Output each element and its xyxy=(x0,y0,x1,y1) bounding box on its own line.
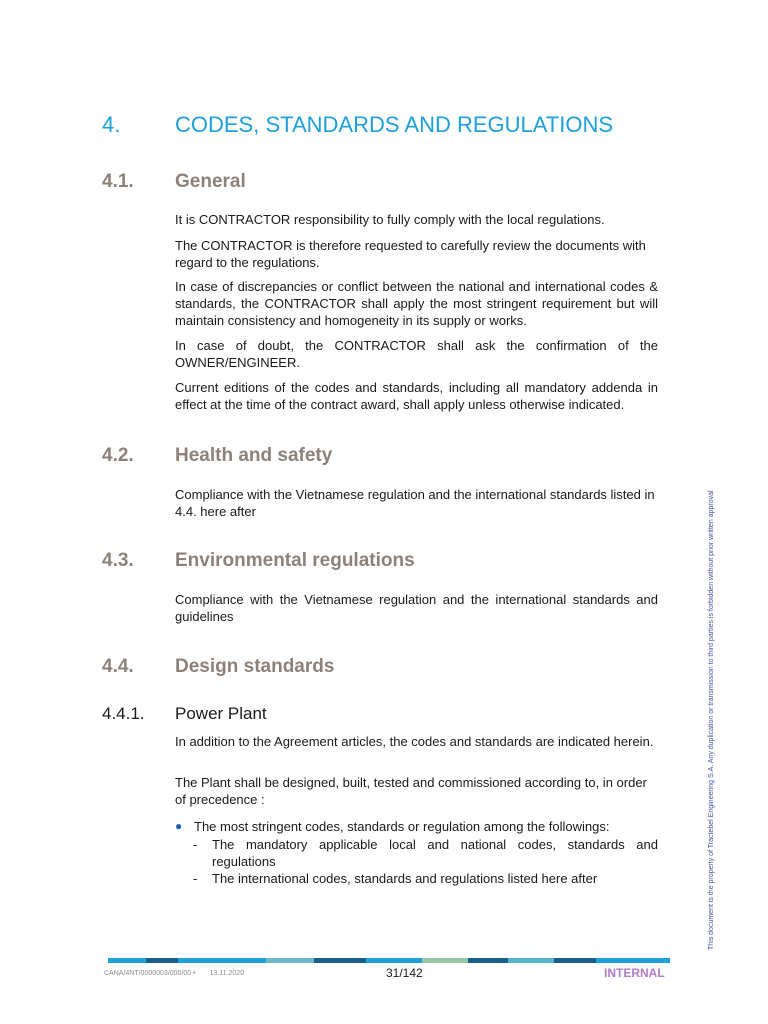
footer-bar-segment xyxy=(108,958,146,963)
paragraph: Compliance with the Vietnamese regulation and the international standards listed in 4.4. here after xyxy=(175,487,655,519)
subsection-title: General xyxy=(175,171,246,192)
section-number: 4. xyxy=(102,112,121,137)
footer-bar-segment xyxy=(596,958,670,963)
footer-bar-segment xyxy=(508,958,554,963)
paragraph: In case of doubt, the CONTRACTOR shall ask the confirmation of the OWNER/ENGINEER. xyxy=(175,338,658,370)
footer-color-bar xyxy=(108,958,670,963)
subsection-title: Health and safety xyxy=(175,445,333,466)
subsubsection-title: Power Plant xyxy=(175,704,267,723)
paragraph: Current editions of the codes and standards, including all mandatory addenda in effect at the time of the contract award, shall apply unless otherwise indicated. xyxy=(175,380,658,412)
paragraph: In case of discrepancies or conflict between the national and international codes & standards, the CONTRACTOR shall apply the most stringent requirement but will maintain consistency and homogeneity in its supply or works. xyxy=(175,279,658,328)
footer-bar-segment xyxy=(468,958,508,963)
bullet-icon: ● xyxy=(175,819,183,833)
paragraph: In addition to the Agreement articles, the codes and standards are indicated herein. xyxy=(175,734,654,749)
footer-bar-segment xyxy=(314,958,366,963)
footer-date: 13.11.2020 xyxy=(209,970,245,977)
footer-doc-ref: CANA/4NT/0000003/000/00 • xyxy=(104,970,196,977)
subsubsection-number: 4.4.1. xyxy=(102,704,145,723)
sub-list-item-text: The mandatory applicable local and national codes, standards and regulations xyxy=(212,837,658,869)
section-title: CODES, STANDARDS AND REGULATIONS xyxy=(175,112,614,137)
footer-bar-segment xyxy=(422,958,468,963)
classification-label: INTERNAL xyxy=(604,966,665,980)
subsection-title: Environmental regulations xyxy=(175,550,415,571)
subsection-number: 4.3. xyxy=(102,550,134,571)
footer-doc-info xyxy=(104,970,244,977)
sub-list-item-text: The international codes, standards and regulations listed here after xyxy=(212,871,598,886)
page-number: 31/142 xyxy=(386,966,423,980)
subsection-number: 4.1. xyxy=(102,171,134,192)
subsection-number: 4.4. xyxy=(102,656,134,677)
footer-bar-segment xyxy=(366,958,422,963)
subsection-number: 4.2. xyxy=(102,445,134,466)
list-item-text: The most stringent codes, standards or regulation among the followings: xyxy=(194,819,610,834)
dash-icon: - xyxy=(193,837,198,852)
confidentiality-note: This document is the property of Tractebel Engineering S.A. Any duplication or transmission to third parties is forbidden without prior written approval xyxy=(708,490,715,950)
paragraph: The Plant shall be designed, built, tested and commissioned according to, in order of precedence : xyxy=(175,775,647,807)
paragraph: It is CONTRACTOR responsibility to fully comply with the local regulations. xyxy=(175,212,605,227)
paragraph: Compliance with the Vietnamese regulation and the international standards and guidelines xyxy=(175,592,658,624)
dash-icon: - xyxy=(193,871,198,886)
footer-bar-segment xyxy=(146,958,178,963)
footer-bar-segment xyxy=(554,958,596,963)
paragraph: The CONTRACTOR is therefore requested to carefully review the documents with regard to the regulations. xyxy=(175,238,646,270)
footer-bar-segment xyxy=(178,958,266,963)
footer-bar-segment xyxy=(266,958,314,963)
subsection-title: Design standards xyxy=(175,656,335,677)
